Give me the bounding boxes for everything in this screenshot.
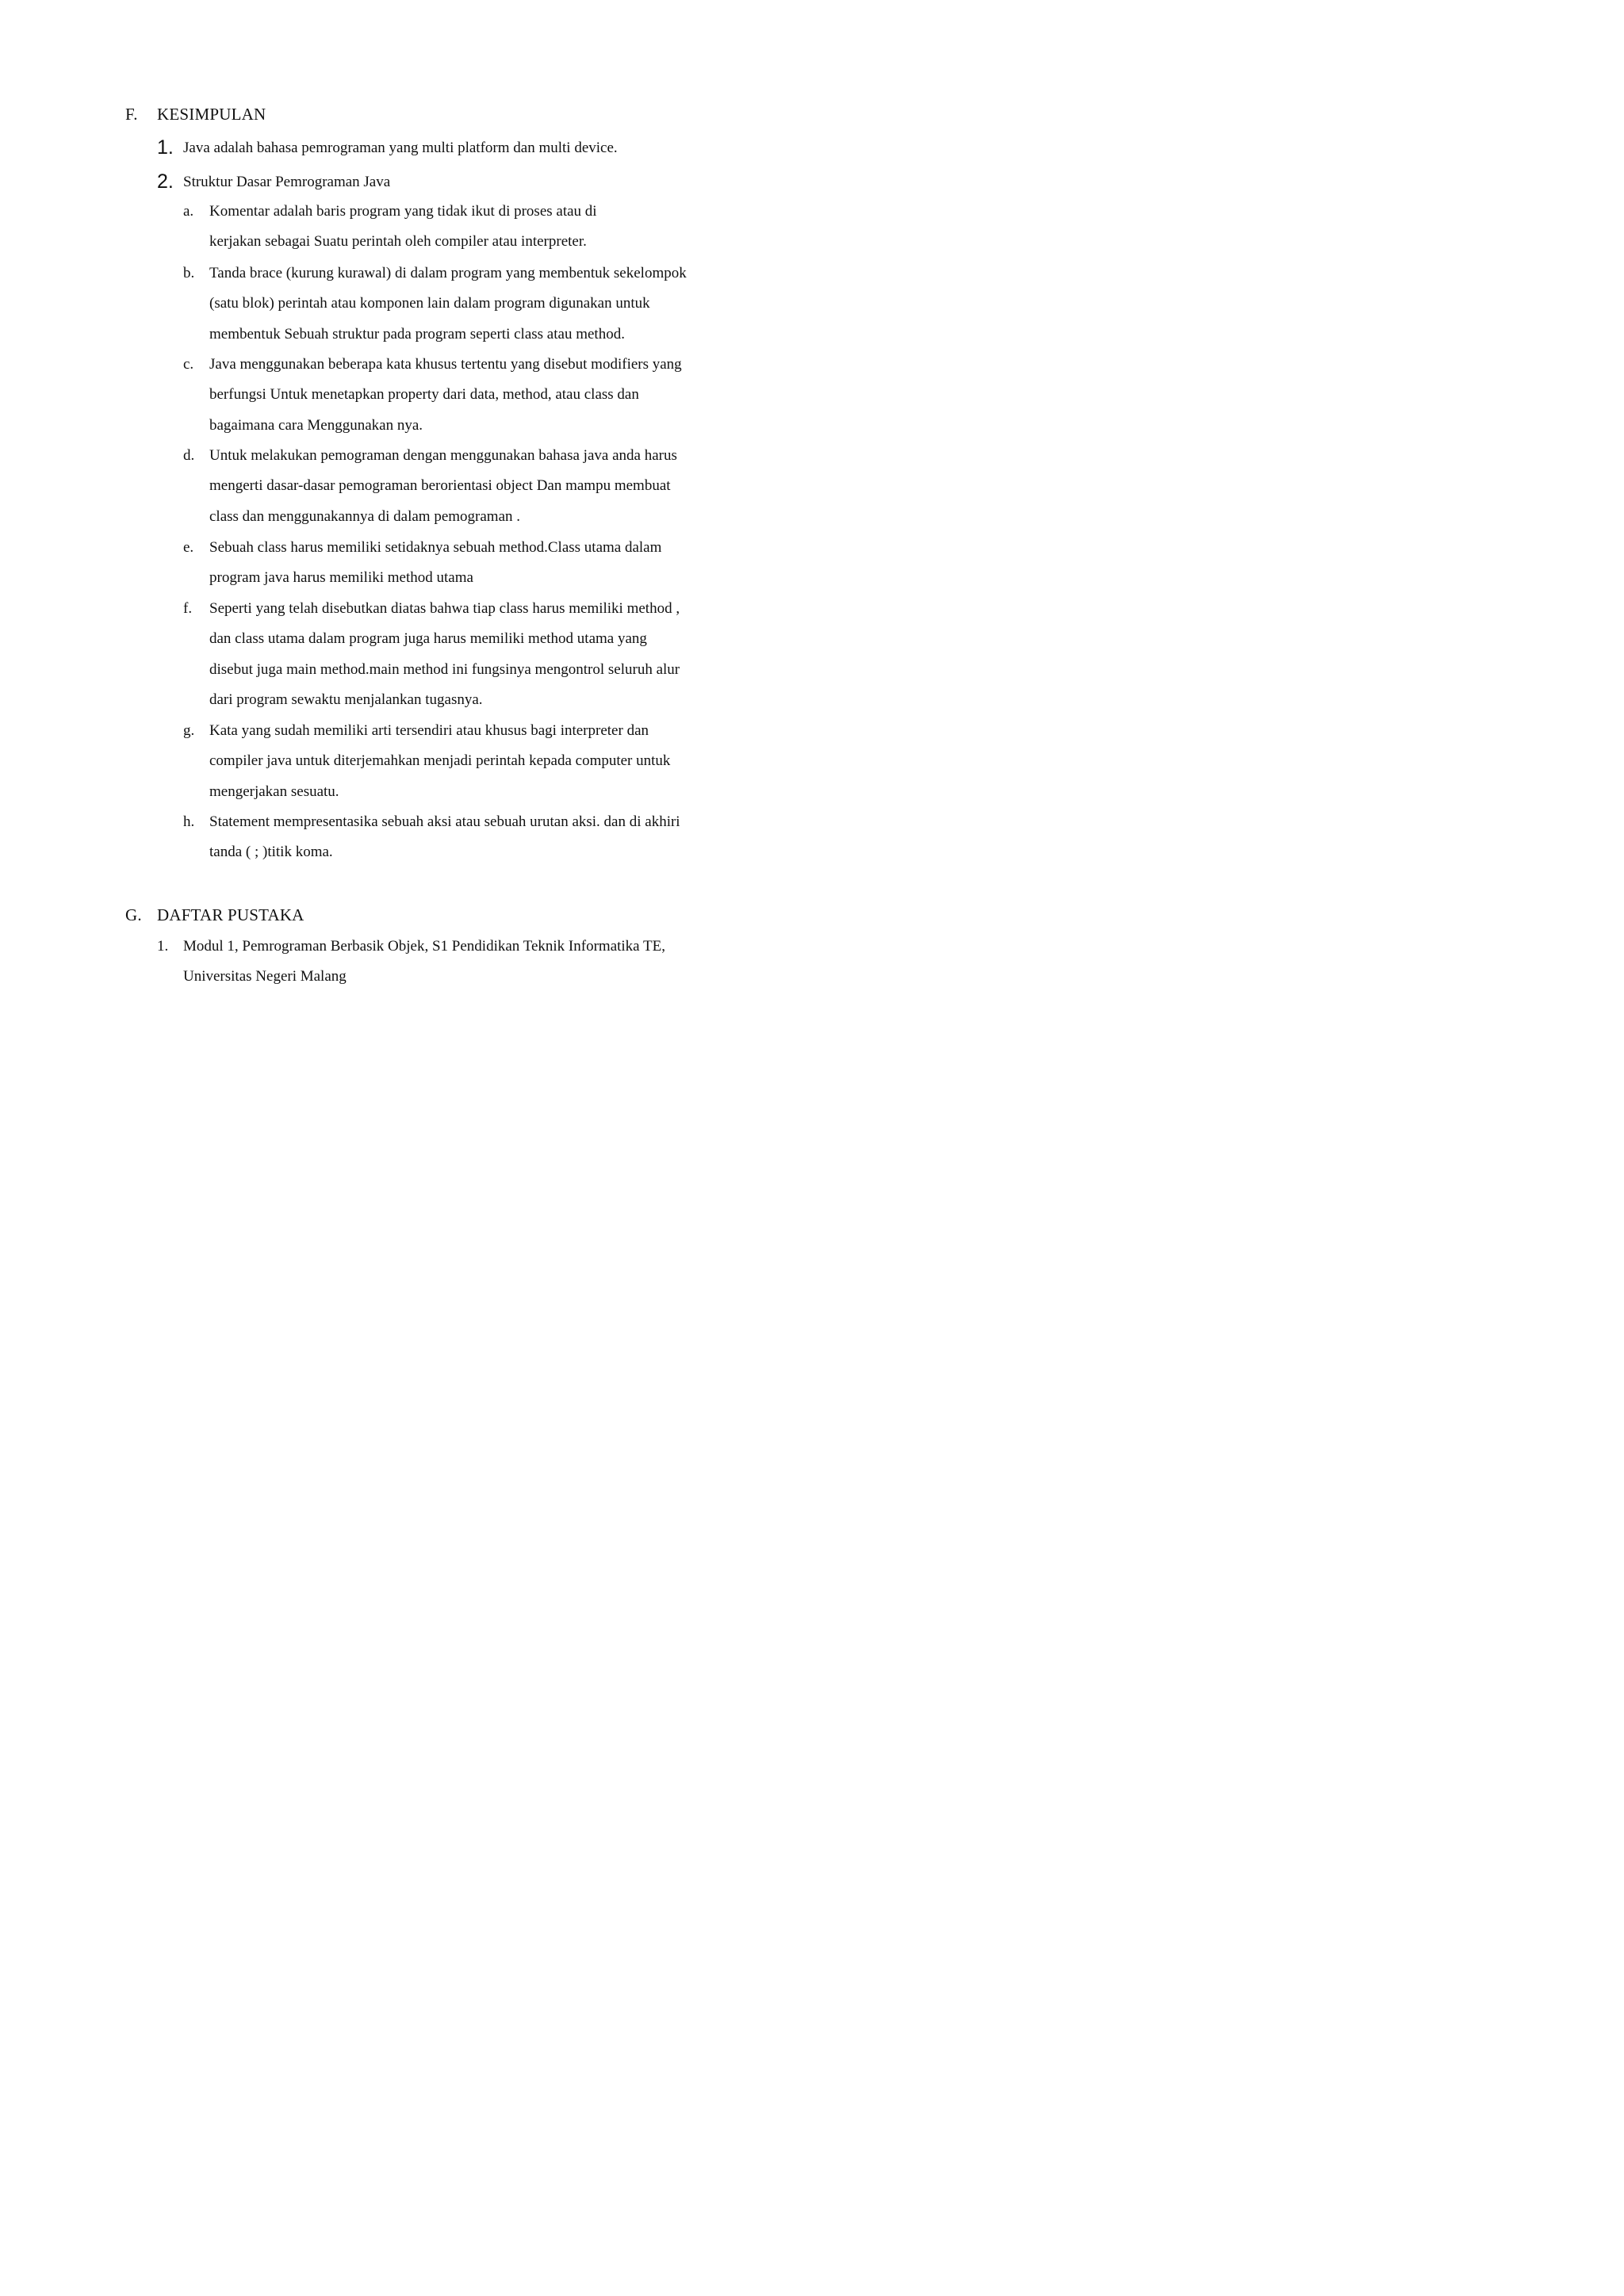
subitem-a <box>183 197 786 258</box>
reference-line: Universitas Negeri Malang <box>183 968 347 985</box>
subitem-h <box>183 807 786 868</box>
subitem-line: Kata yang sudah memiliki arti tersendiri atau khusus bagi interpreter dan <box>209 722 649 739</box>
subitem-letter: d. <box>183 447 195 464</box>
document-page <box>0 0 872 1234</box>
subitem-line: mengerjakan sesuatu. <box>209 783 339 800</box>
item-number: 1. <box>157 136 174 159</box>
subitem-line: Statement mempresentasika sebuah aksi atau sebuah urutan aksi. dan di akhiri <box>209 813 680 830</box>
conclusion-item-1 <box>157 138 618 158</box>
reference-line: Modul 1, Pemrograman Berbasik Objek, S1 Pendidikan Teknik Informatika TE, <box>183 938 665 955</box>
subitem-letter: h. <box>183 813 195 830</box>
section-letter: F. <box>125 105 138 124</box>
subitem-letter: e. <box>183 539 194 556</box>
section-heading-daftar-pustaka <box>125 905 304 924</box>
subitem-line: (satu blok) perintah atau komponen lain dalam program digunakan untuk <box>209 295 650 312</box>
subitem-letter: g. <box>183 722 195 739</box>
subitem-b <box>183 258 786 350</box>
subitem-line: berfungsi Untuk menetapkan property dari data, method, atau class dan <box>209 386 639 404</box>
subitem-line: membentuk Sebuah struktur pada program seperti class atau method. <box>209 325 625 342</box>
conclusion-item-2 <box>157 172 390 192</box>
subitem-line: dan class utama dalam program juga harus memiliki method utama yang <box>209 630 647 648</box>
subitem-line: tanda ( ; )titik koma. <box>209 844 333 861</box>
item-text: Struktur Dasar Pemrograman Java <box>183 174 391 190</box>
subitem-line: bagaimana cara Menggunakan nya. <box>209 416 423 434</box>
subitem-line: compiler java untuk diterjemahkan menjadi perintah kepada computer untuk <box>209 752 671 770</box>
subitem-g <box>183 716 786 807</box>
item-text: Java adalah bahasa pemrograman yang multi platform dan multi device. <box>183 140 618 156</box>
subitem-letter: f. <box>183 600 193 617</box>
section-title: DAFTAR PUSTAKA <box>157 905 304 924</box>
subitem-line: Komentar adalah baris program yang tidak ikut di proses atau di <box>209 203 597 220</box>
subitem-line: program java harus memiliki method utama <box>209 569 473 587</box>
section-title: KESIMPULAN <box>157 105 266 124</box>
subitem-line: Sebuah class harus memiliki setidaknya sebuah method.Class utama dalam <box>209 539 662 556</box>
section-heading-kesimpulan <box>125 105 266 124</box>
subitem-letter: b. <box>183 265 195 281</box>
subitem-line: Tanda brace (kurung kurawal) di dalam program yang membentuk sekelompok <box>209 265 687 281</box>
subitem-letter: a. <box>183 203 194 220</box>
subitem-line: class dan menggunakannya di dalam pemograman . <box>209 507 521 525</box>
subitem-d <box>183 441 786 532</box>
subitem-line: Untuk melakukan pemograman dengan menggunakan bahasa java anda harus <box>209 447 677 464</box>
section-letter: G. <box>125 905 142 924</box>
reference-number: 1. <box>157 938 169 955</box>
subitem-line: disebut juga main method.main method ini fungsinya mengontrol seluruh alur <box>209 660 680 678</box>
subitem-line: Seperti yang telah disebutkan diatas bahwa tiap class harus memiliki method , <box>209 600 680 617</box>
item-number: 2. <box>157 170 174 193</box>
subitem-f <box>183 594 786 716</box>
subitem-line: Java menggunakan beberapa kata khusus tertentu yang disebut modifiers yang <box>209 356 682 373</box>
subitem-line: kerjakan sebagai Suatu perintah oleh compiler atau interpreter. <box>209 233 587 251</box>
reference-item-1 <box>157 932 760 993</box>
subitem-line: dari program sewaktu menjalankan tugasnya. <box>209 691 483 709</box>
subitem-line: mengerti dasar-dasar pemograman berorientasi object Dan mampu membuat <box>209 477 671 495</box>
subitem-letter: c. <box>183 356 194 373</box>
subitem-c <box>183 350 786 441</box>
subitem-e <box>183 533 786 594</box>
